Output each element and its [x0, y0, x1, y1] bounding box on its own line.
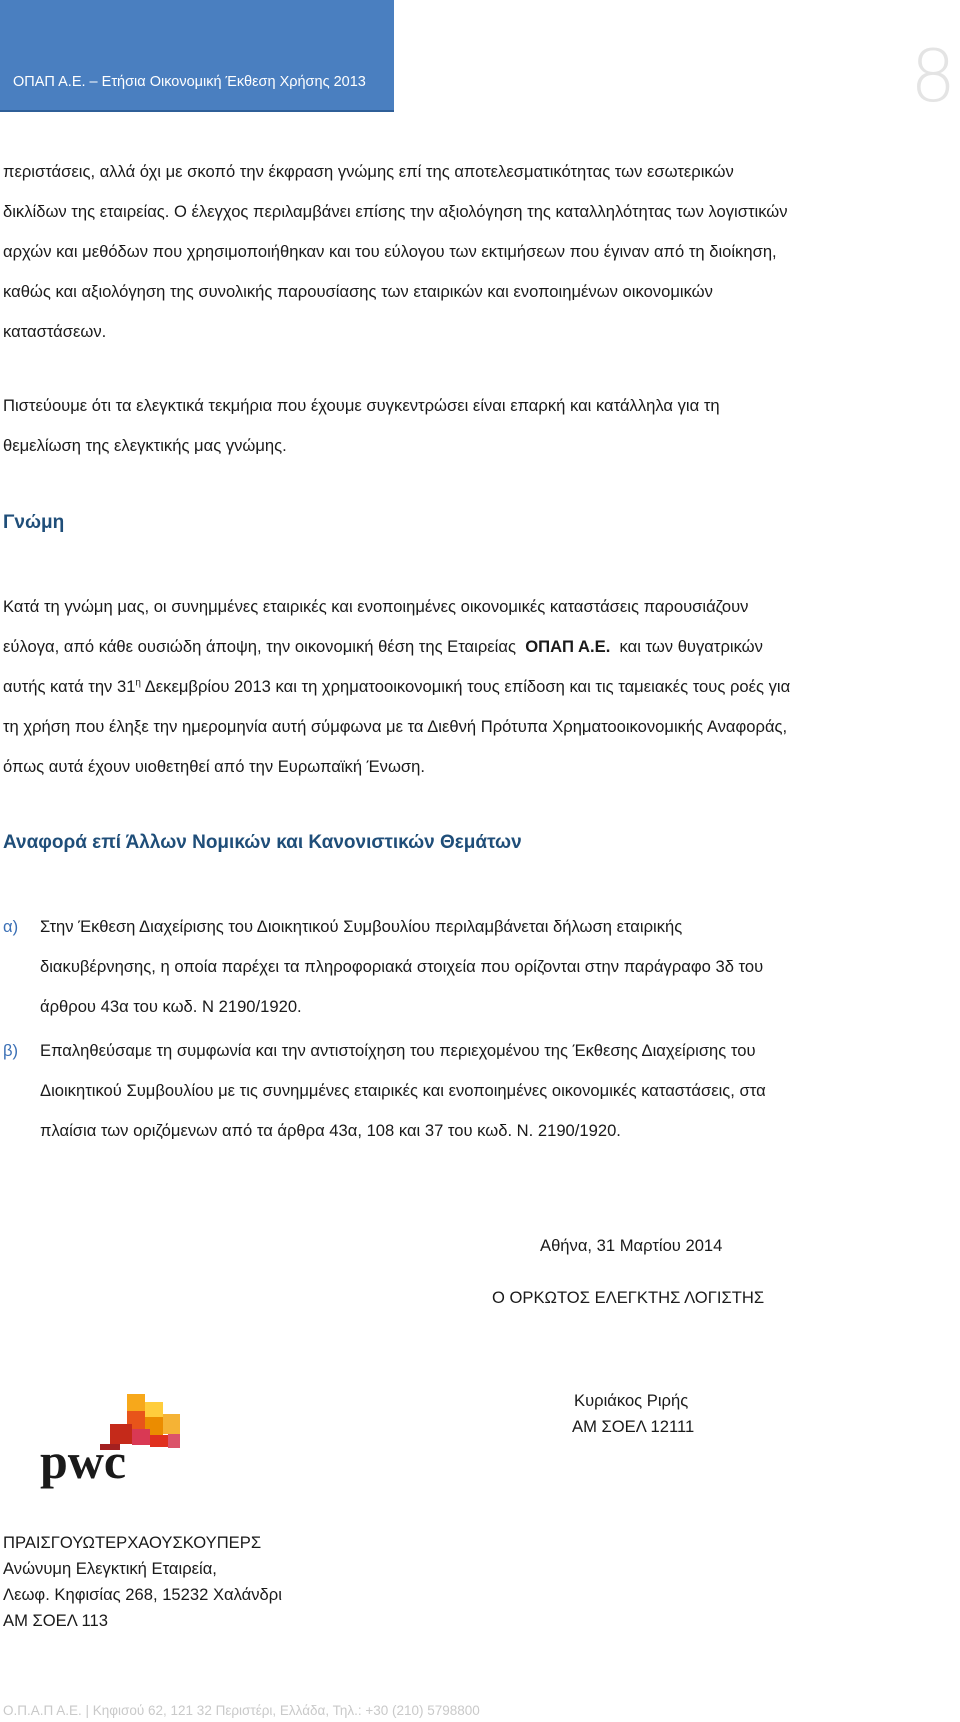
text-span: και των θυγατρικών: [610, 637, 763, 656]
text-line: περιστάσεις, αλλά όχι με σκοπό την έκφραση γνώμης επί της αποτελεσματικότητας των εσωτερικών: [3, 162, 734, 181]
superscript: η: [135, 677, 141, 689]
text-line: αρχών και μεθόδων που χρησιμοποιήθηκαν και του εύλογου των εκτιμήσεων που έγιναν από τη διοίκηση,: [3, 242, 777, 261]
auditor-name: Κυριάκος Ριρής: [574, 1391, 689, 1410]
firm-name: ΠΡΑΙΣΓΟΥΩΤΕΡΧΑΟΥΣΚΟΥΠΕΡΣ: [3, 1533, 262, 1552]
header-banner: [0, 0, 394, 112]
page-number: 8: [910, 34, 956, 118]
report-title: ΟΠΑΠ Α.Ε. – Ετήσια Οικονομική Έκθεση Χρήσης 2013: [13, 74, 366, 90]
text-line: πλαίσια των οριζόμενων από τα άρθρα 43α, 108 και 37 του κωδ. Ν. 2190/1920.: [40, 1121, 621, 1140]
list-item-a: [40, 907, 958, 1027]
logo-wordmark: pwc: [40, 1433, 127, 1489]
text-line: Πιστεύουμε ότι τα ελεγκτικά τεκμήρια που έχουμε συγκεντρώσει είναι επαρκή και κατάλληλα για τη: [3, 396, 720, 415]
firm-address: Λεωφ. Κηφισίας 268, 15232 Χαλάνδρι: [3, 1585, 282, 1604]
place-date: Αθήνα, 31 Μαρτίου 2014: [540, 1236, 723, 1255]
logo-block: [132, 1429, 150, 1445]
paragraph-evidence: [3, 386, 958, 466]
text-line: τη χρήση που έληξε την ημερομηνία αυτή σύμφωνα με τα Διεθνή Πρότυπα Χρηματοοικονομικής Αναφοράς,: [3, 717, 788, 736]
firm-reg-no: ΑΜ ΣΟΕΛ 113: [3, 1611, 108, 1630]
paragraph-opinion: [3, 587, 958, 787]
logo-block: [163, 1414, 180, 1434]
text-line: θεμελίωση της ελεγκτικής μας γνώμης.: [3, 436, 287, 455]
logo-block: [145, 1402, 163, 1417]
text-line: [3, 667, 958, 707]
text-line: [3, 627, 958, 667]
opinion-heading: Γνώμη: [3, 512, 65, 533]
text-line: Διοικητικού Συμβουλίου με τις συνημμένες εταιρικές και ενοποιημένες οικονομικές καταστάσεις, στα: [40, 1081, 766, 1100]
auditor-role: Ο ΟΡΚΩΤΟΣ ΕΛΕΓΚΤΗΣ ΛΟΓΙΣΤΗΣ: [492, 1288, 765, 1307]
logo-block: [150, 1435, 168, 1447]
firm-type: Ανώνυμη Ελεγκτική Εταιρεία,: [3, 1559, 217, 1578]
text-line: καθώς και αξιολόγηση της συνολικής παρουσίασης των εταιρικών και ενοποιημένων οικονομικών: [3, 282, 713, 301]
text-span: αυτής κατά την 31: [3, 677, 136, 696]
paragraph-audit-scope: [3, 152, 958, 352]
text-line: διακυβέρνησης, η οποία παρέχει τα πληροφοριακά στοιχεία που ορίζονται στην παράγραφο 3δ του: [40, 957, 764, 976]
text-span: εύλογα, από κάθε ουσιώδη άποψη, την οικονομική θέση της Εταιρείας: [3, 637, 526, 656]
list-marker-b: β): [3, 1041, 19, 1060]
logo-block: [168, 1434, 180, 1448]
page-footer: Ο.Π.Α.Π Α.Ε. | Κηφισού 62, 121 32 Περιστέρι, Ελλάδα, Τηλ.: +30 (210) 5798800: [3, 1703, 480, 1718]
list-item-b: [40, 1031, 958, 1151]
auditor-reg-no: ΑΜ ΣΟΕΛ 12111: [572, 1417, 695, 1436]
text-line: άρθρου 43α του κωδ. Ν 2190/1920.: [40, 997, 302, 1016]
pwc-logo: [40, 1392, 180, 1497]
logo-block: [127, 1394, 145, 1411]
text-line: Στην Έκθεση Διαχείρισης του Διοικητικού Συμβουλίου περιλαμβάνεται δήλωση εταιρικής: [40, 917, 683, 936]
text-span: Δεκεμβρίου 2013 και τη χρηματοοικονομική τους επίδοση και τις ταμειακές τους ροές για: [140, 677, 791, 696]
text-line: δικλίδων της εταιρείας. Ο έλεγχος περιλαμβάνει επίσης την αξιολόγηση της καταλληλότητας των λογιστικών: [3, 202, 788, 221]
text-line: καταστάσεων.: [3, 322, 107, 341]
text-line: όπως αυτά έχουν υιοθετηθεί από την Ευρωπαϊκή Ένωση.: [3, 757, 426, 776]
company-name: ΟΠΑΠ Α.Ε.: [525, 637, 611, 656]
text-line: Κατά τη γνώμη μας, οι συνημμένες εταιρικές και ενοποιημένες οικονομικές καταστάσεις παρουσιάζουν: [3, 597, 749, 616]
list-marker-a: α): [3, 917, 19, 936]
text-line: Επαληθεύσαμε τη συμφωνία και την αντιστοίχηση του περιεχομένου της Έκθεσης Διαχείρισης του: [40, 1041, 756, 1060]
legal-matters-heading: Αναφορά επί Άλλων Νομικών και Κανονιστικών Θεμάτων: [3, 832, 522, 853]
